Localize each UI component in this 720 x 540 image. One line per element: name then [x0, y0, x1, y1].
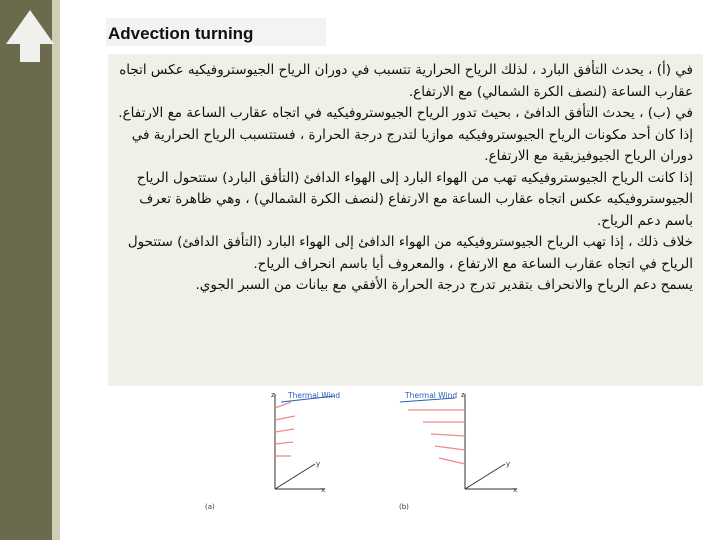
paragraph-1: في (أ) ، يحدث التأفق البارد ، لذلك الرياح الحرارية تتسبب في دوران الرياح الجيوستروفيكيه عكس اتجاه عقارب الساعة (لنصف الكرة الشمالي) مع الارتفاع. [119, 62, 693, 100]
panel-b-label: (b) [399, 503, 409, 511]
panel-a-y-label: y [316, 460, 321, 468]
thermal-wind-figure [195, 386, 535, 516]
panel-a-label: (a) [205, 503, 215, 511]
paragraph-4: إذا كانت الرياح الجيوستروفيكيه تهب من الهواء البارد إلى الهواء الدافئ (التأفق البارد) ستتحول الرياح الجيوستروفيكيه عكس اتجاه عقارب الساعة مع الارتفاع (لنصف الكرة الشمالي) ، وهي ظاهرة تعرف باسم دعم الرياح. [136, 169, 693, 229]
sidebar-dark-strip [0, 0, 52, 540]
panel-b [399, 391, 517, 511]
corner-arrow-icon [0, 0, 62, 62]
panel-b-y-label: y [506, 460, 511, 468]
arabic-body-text [118, 60, 693, 297]
panel-a-thermal-wind-label: Thermal Wind [288, 391, 341, 400]
panel-b-thermal-wind-label: Thermal Wind [405, 391, 458, 400]
panel-a [205, 391, 340, 511]
panel-a-x-label: x [321, 486, 326, 494]
paragraph-3: إذا كان أحد مكونات الرياح الجيوستروفيكيه موازيا لتدرج درجة الحرارة ، فستتسبب الرياح الحرارية في دوران الرياح الجيوفيزيقية مع الارتفاع. [131, 126, 693, 164]
panel-b-x-label: x [513, 486, 518, 494]
panel-b-z-label: z [461, 391, 465, 399]
panel-b-wind-arrows [408, 410, 465, 464]
paragraph-6: يسمح دعم الرياح والانحراف بتقدير تدرج درجة الحرارة الأفقي مع بيانات من السبر الجوي. [195, 277, 693, 293]
paragraph-2: في (ب) ، يحدث التأفق الدافئ ، بحيث تدور الرياح الجيوستروفيكيه في اتجاه عقارب الساعة مع الارتفاع. [118, 105, 693, 121]
paragraph-5: خلاف ذلك ، إذا تهب الرياح الجيوستروفيكيه من الهواء الدافئ إلى الهواء البارد (التأفق الدافئ) ستتحول الرياح في اتجاه عقارب الساعة مع الارتفاع ، والمعروف أيا باسم انحراف الرياح. [127, 234, 693, 272]
panel-a-z-label: z [271, 391, 275, 399]
panel-a-wind-arrows [275, 402, 295, 456]
slide-title: Advection turning [108, 24, 254, 43]
sidebar-light-strip [52, 0, 60, 540]
